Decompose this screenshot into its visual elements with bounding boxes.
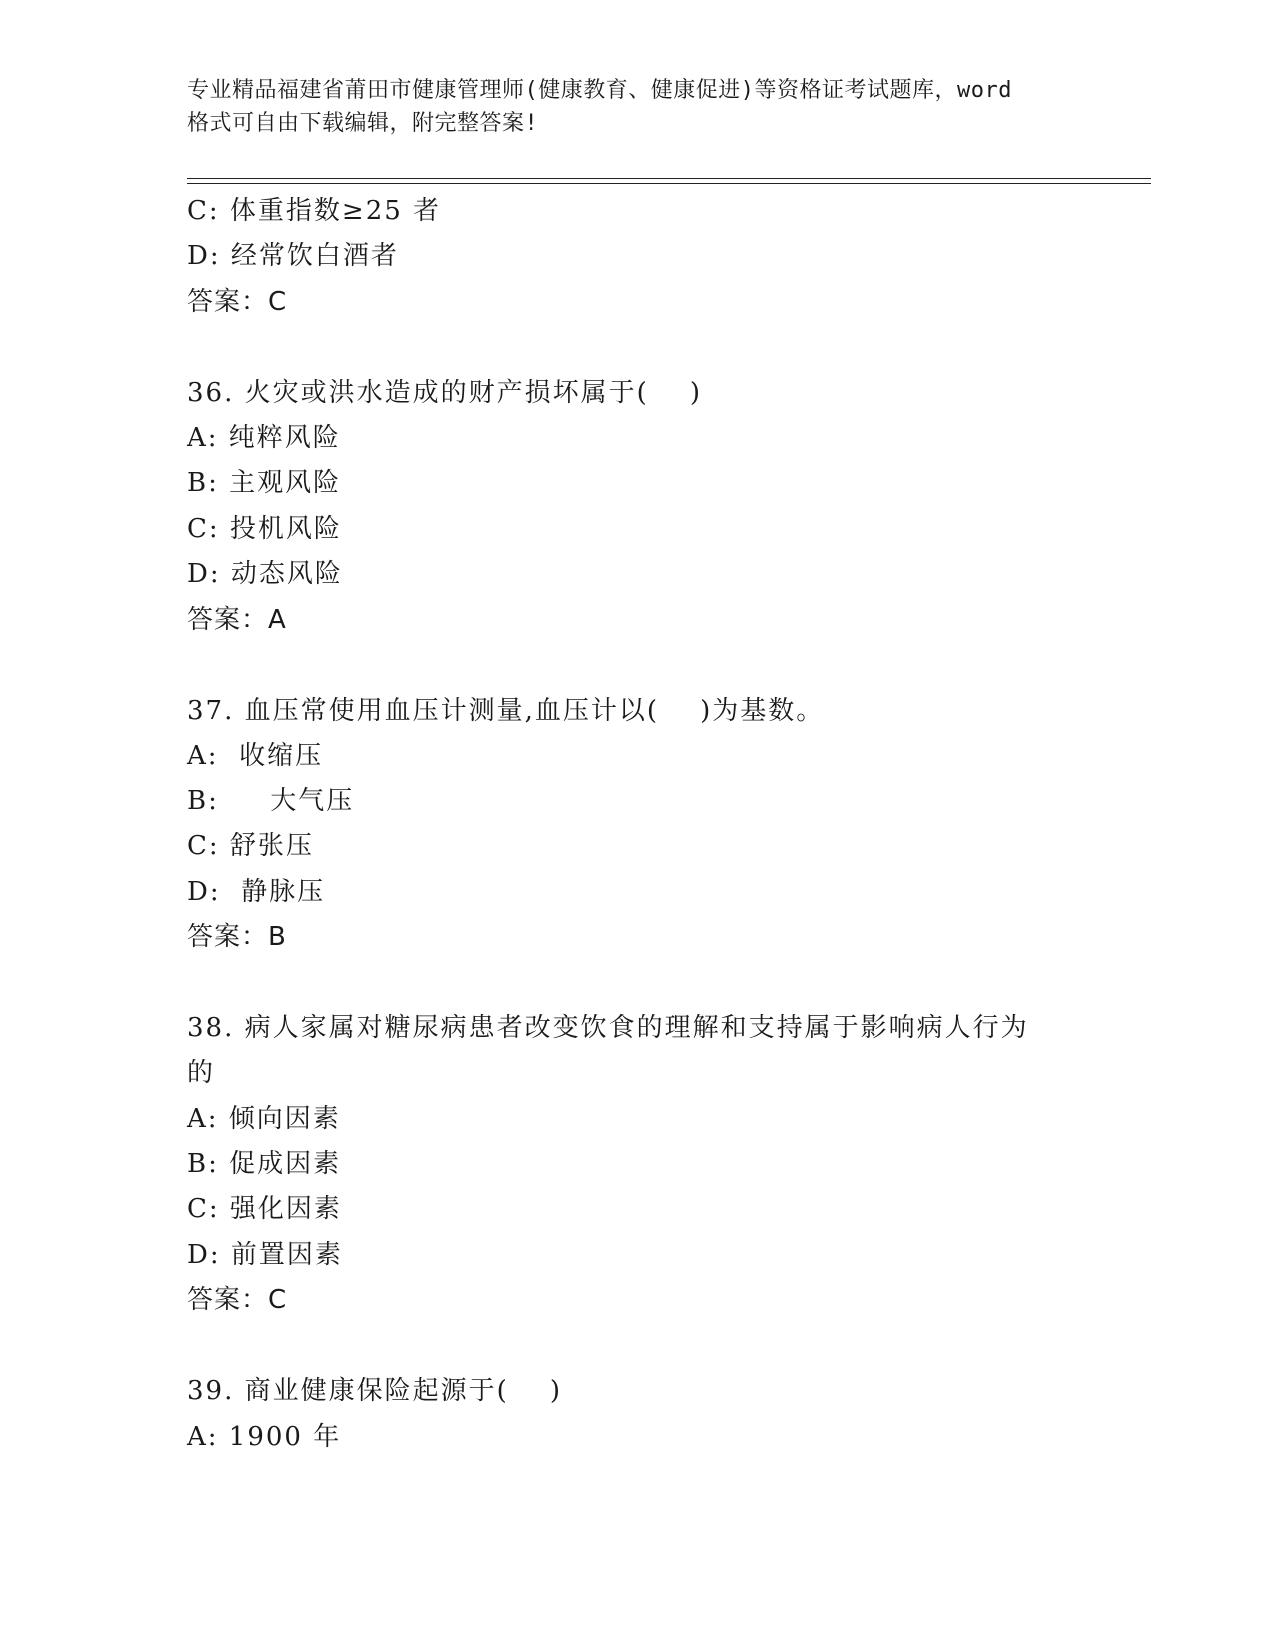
question-line: 37. 血压常使用血压计测量,血压计以( )为基数。 [187, 696, 825, 726]
question-line: 38. 病人家属对糖尿病患者改变饮食的理解和支持属于影响病人行为 [187, 1013, 1029, 1043]
header-divider-bottom [187, 183, 1151, 184]
question-line: D: 前置因素 [187, 1240, 343, 1270]
document-header [187, 74, 1087, 140]
question-line: D: 经常饮白酒者 [187, 241, 399, 271]
question-line: A: 倾向因素 [187, 1104, 341, 1134]
answer-line: 答案：A [187, 605, 287, 635]
question-line: B: 主观风险 [187, 468, 342, 498]
question-line: C: 投机风险 [187, 514, 342, 544]
question-line: C: 体重指数≥25 者 [187, 196, 442, 226]
answer-line: 答案：C [187, 1285, 288, 1315]
question-line: B: 大气压 [187, 786, 355, 816]
header-line-1: 专业精品福建省莆田市健康管理师(健康教育、健康促进)等资格证考试题库，word [187, 78, 1012, 103]
answer-line: 答案：C [187, 287, 288, 317]
answer-line: 答案：B [187, 922, 287, 952]
header-divider-top [187, 178, 1151, 179]
question-line: B: 促成因素 [187, 1149, 342, 1179]
question-line: C: 强化因素 [187, 1194, 342, 1224]
question-line: 36. 火灾或洪水造成的财产损坏属于( ) [187, 378, 702, 408]
question-line: D: 动态风险 [187, 559, 343, 589]
question-line: A: 纯粹风险 [187, 423, 341, 453]
question-line: A: 收缩压 [187, 741, 324, 771]
question-line: D: 静脉压 [187, 877, 326, 907]
header-line-2: 格式可自由下载编辑，附完整答案! [187, 111, 539, 136]
question-line: 39. 商业健康保险起源于( ) [187, 1376, 562, 1406]
question-line: C: 舒张压 [187, 831, 314, 861]
question-line: A: 1900 年 [187, 1422, 342, 1452]
question-line: 的 [187, 1058, 216, 1088]
